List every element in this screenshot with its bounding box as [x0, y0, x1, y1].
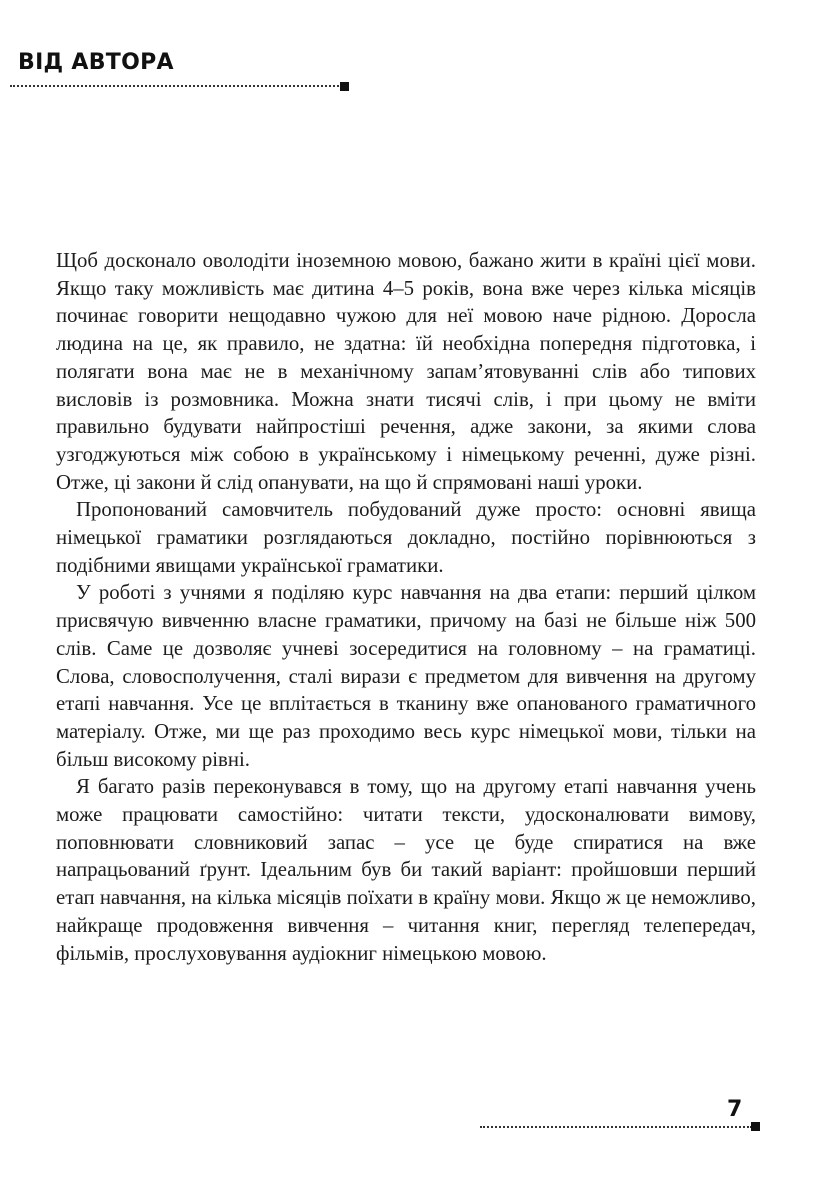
section-title: ВІД АВТОРА: [18, 50, 174, 75]
footer-rule-end-marker: [751, 1122, 760, 1131]
header-rule-end-marker: [340, 82, 349, 91]
footer-dotted-rule: [480, 1126, 752, 1128]
paragraph-3: У роботі з учнями я поділяю курс навчання на два етапи: перший цілком присвячую вивченню власне граматики, причому на базі не більше ніж 500 слів. Саме це дозволяє учневі зосередитися на головному – на граматиці. Слова, словосполучення, сталі вирази є предметом для вивчення на другому етапі навчання. Усе це вплітається в тканину вже опанованого граматичного матеріалу. Отже, ми ще раз проходимо весь курс німецької мови, тільки на більш високому рівні.: [56, 581, 756, 771]
body-text: [56, 247, 756, 967]
paragraph-2: Пропонований самовчитель побудований дуже просто: основні явища німецької граматики розглядаються докладно, постійно порівнюються з подібними явищами української граматики.: [56, 498, 756, 577]
paragraph-4: Я багато разів переконувався в тому, що на другому етапі навчання учень може працювати самостійно: читати тексти, удосконалювати вимову, поповнювати словниковий запас – усе це буде спиратися на вже напрацьований ґрунт. Ідеальним був би такий варіант: пройшовши перший етап навчання, на кілька місяців поїхати в країну мови. Якщо ж це неможливо, найкраще продовження вивчення – читання книг, перегляд телепередач, фільмів, прослуховування аудіокниг німецькою мовою.: [56, 775, 756, 965]
header-dotted-rule: [10, 85, 342, 87]
page-number: 7: [727, 1097, 743, 1122]
paragraph-1: Щоб досконало оволодіти іноземною мовою, бажано жити в країні цієї мови. Якщо таку можливість має дитина 4–5 років, вона вже через кілька місяців починає говорити нещодавно чужою для неї мовою наче рідною. Доросла людина на це, як правило, не здатна: їй необхідна попередня підготовка, і полягати вона має не в механічному запам’ятовуванні слів або типових висловів із розмовника. Можна знати тисячі слів, і при цьому не вміти правильно будувати найпростіші речення, адже закони, за якими слова узгоджуються між собою в українському і німецькому реченні, дуже різні. Отже, ці закони й слід опанувати, на що й спрямовані наші уроки.: [56, 249, 756, 494]
